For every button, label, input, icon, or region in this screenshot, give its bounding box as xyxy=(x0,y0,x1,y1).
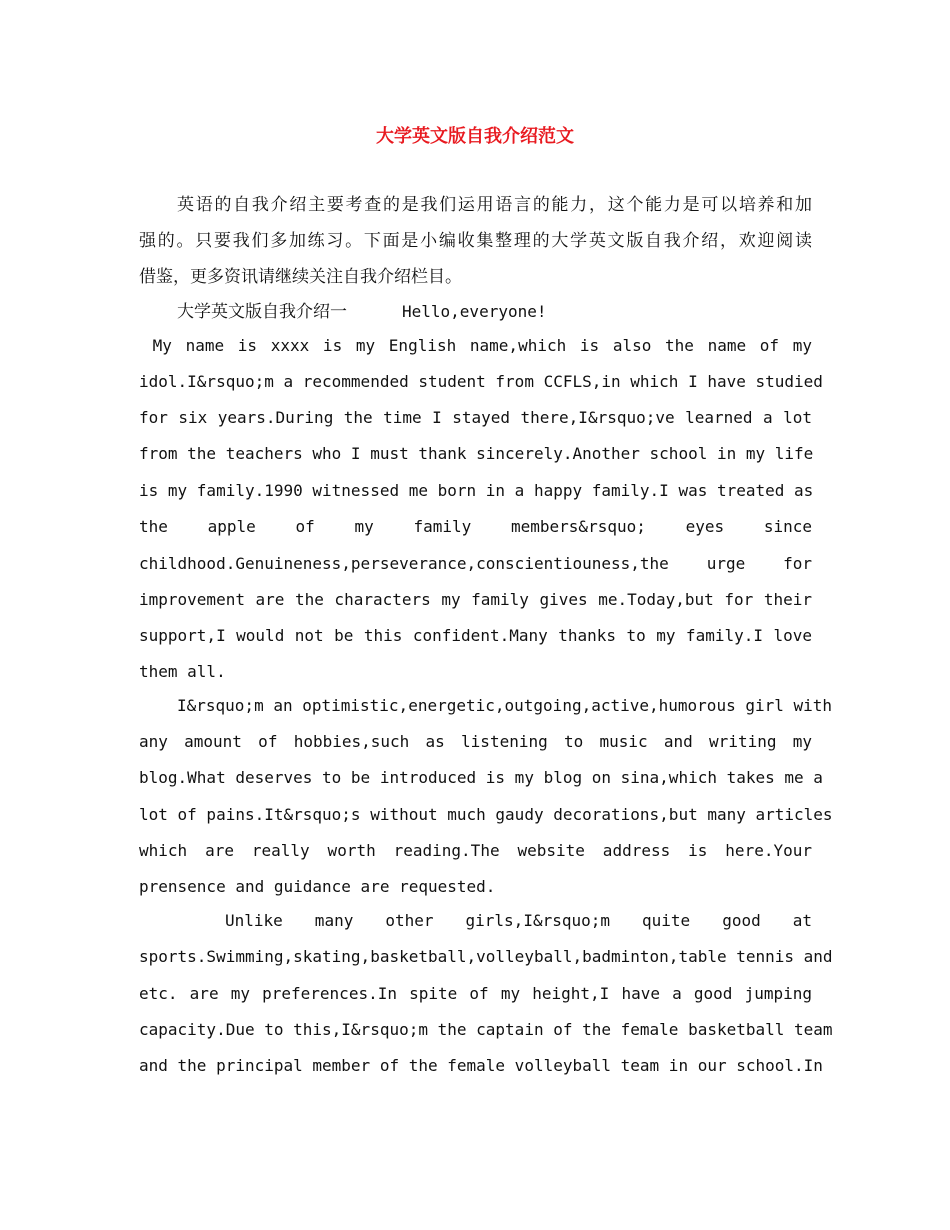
body-line: for six years.During the time I stayed there,I&rsquo;ve learned a lot xyxy=(139,408,812,427)
body-line: My name is xxxx is my English name,which is also the name of my xyxy=(139,336,812,355)
body-line: etc. are my preferences.In spite of my height,I have a good jumping xyxy=(139,984,812,1003)
body-line: any amount of hobbies,such as listening to music and writing my xyxy=(139,732,812,751)
body-line: which are really worth reading.The website address is here.Your xyxy=(139,841,812,860)
greeting: Hello,everyone! xyxy=(402,302,547,321)
section-heading-line xyxy=(177,301,812,323)
body-line: improvement are the characters my family gives me.Today,but for their xyxy=(139,590,812,609)
body-line: Unlike many other girls,I&rsquo;m quite good at xyxy=(225,911,812,930)
body-line: prensence and guidance are requested. xyxy=(139,877,496,896)
document-title: 大学英文版自我介绍范文 xyxy=(376,126,574,147)
body-line: sports.Swimming,skating,basketball,volleyball,badminton,table tennis and xyxy=(139,947,833,966)
intro-line-3: 借鉴，更多资讯请继续关注自我介绍栏目。 xyxy=(139,267,462,287)
body-line: childhood.Genuineness,perseverance,conscientiouness,the urge for xyxy=(139,554,812,573)
body-line: support,I would not be this confident.Many thanks to my family.I love xyxy=(139,626,812,645)
body-line: them all. xyxy=(139,662,226,681)
body-line: blog.What deserves to be introduced is my blog on sina,which takes me a xyxy=(139,768,823,787)
body-line: the apple of my family members&rsquo; eyes since xyxy=(139,517,812,536)
body-line: and the principal member of the female volleyball team in our school.In xyxy=(139,1056,823,1075)
body-line: lot of pains.It&rsquo;s without much gaudy decorations,but many articles xyxy=(139,805,833,824)
body-line: is my family.1990 witnessed me born in a happy family.I was treated as xyxy=(139,481,814,500)
body-line: idol.I&rsquo;m a recommended student from CCFLS,in which I have studied xyxy=(139,372,823,391)
body-line: I&rsquo;m an optimistic,energetic,outgoing,active,humorous girl with xyxy=(177,696,833,715)
section-heading: 大学英文版自我介绍一 xyxy=(177,302,347,322)
body-line: from the teachers who I must thank sincerely.Another school in my life xyxy=(139,444,814,463)
intro-line-1: 英语的自我介绍主要考查的是我们运用语言的能力，这个能力是可以培养和加 xyxy=(177,195,812,215)
intro-line-2: 强的。只要我们多加练习。下面是小编收集整理的大学英文版自我介绍，欢迎阅读 xyxy=(139,231,812,251)
body-line: capacity.Due to this,I&rsquo;m the captain of the female basketball team xyxy=(139,1020,833,1039)
